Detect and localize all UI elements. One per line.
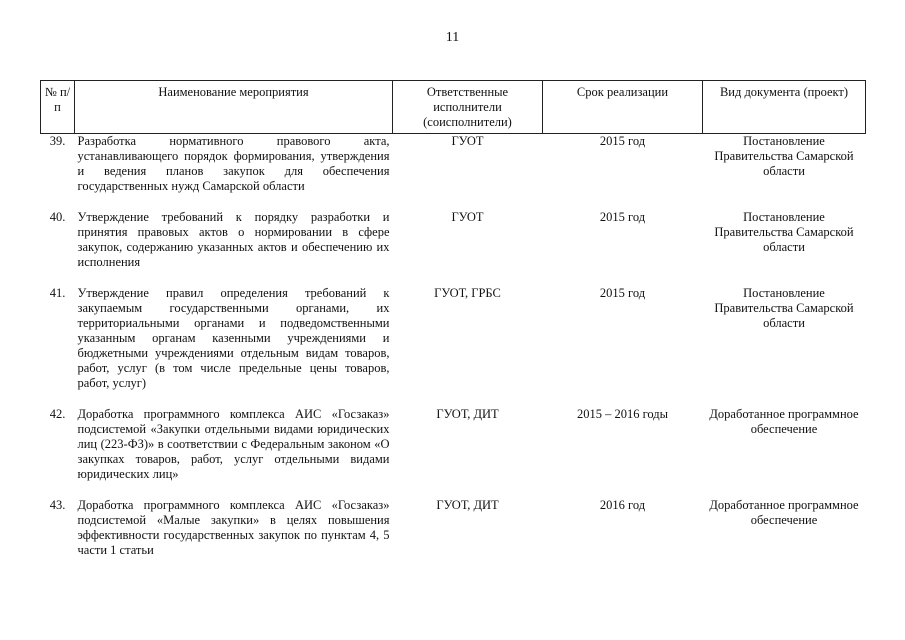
header-name: Наименование мероприятия bbox=[75, 81, 393, 134]
table-row bbox=[41, 407, 866, 498]
table-header-row bbox=[41, 81, 866, 134]
row-number: 42. bbox=[49, 407, 66, 421]
activity-term: 2015 – 2016 годы bbox=[576, 407, 669, 421]
activity-term: 2015 год bbox=[599, 210, 646, 224]
activity-executors: ГУОТ bbox=[451, 134, 484, 148]
activity-name: Утверждение требований к порядку разработки и принятия правовых актов о нормировании в сфере закупок, содержанию указанных актов и обеспечению их исполнения bbox=[77, 210, 390, 269]
activity-executors: ГУОТ, ДИТ bbox=[436, 407, 499, 421]
activity-executors: ГУОТ, ДИТ bbox=[436, 498, 499, 512]
table-row bbox=[41, 498, 866, 558]
header-executors: Ответственные исполнители (соисполнители) bbox=[393, 81, 543, 134]
table-row bbox=[41, 286, 866, 407]
activity-term: 2016 год bbox=[599, 498, 646, 512]
header-term: Срок реализации bbox=[543, 81, 703, 134]
activity-executors: ГУОТ, ГРБС bbox=[434, 286, 501, 300]
activity-executors: ГУОТ bbox=[451, 210, 484, 224]
page-number: 11 bbox=[445, 30, 460, 45]
activity-name: Разработка нормативного правового акта, устанавливающего порядок формирования, утверждения и ведения планов закупок для обеспечения государственных нужд Самарской области bbox=[77, 134, 390, 193]
activity-document: Постановление Правительства Самарской области bbox=[714, 134, 854, 178]
activity-name: Доработка программного комплекса АИС «Госзаказ» подсистемой «Закупки отдельными видами юридических лиц (223-ФЗ)» в соответствии с Федеральным законом «О закупках товаров, работ, услуг отдельными видами юридических лиц» bbox=[77, 407, 390, 481]
row-number: 43. bbox=[49, 498, 66, 512]
activities-table bbox=[40, 80, 866, 558]
activity-name: Доработка программного комплекса АИС «Госзаказ» подсистемой «Малые закупки» в целях повышения эффективности государственных закупок по пунктам 4, 5 части 1 статьи bbox=[77, 498, 390, 557]
activity-document: Постановление Правительства Самарской области bbox=[714, 286, 854, 330]
activity-term: 2015 год bbox=[599, 134, 646, 148]
table-row bbox=[41, 210, 866, 286]
activity-term: 2015 год bbox=[599, 286, 646, 300]
row-number: 40. bbox=[49, 210, 66, 224]
activity-document: Доработанное программное обеспечение bbox=[709, 498, 859, 527]
activity-document: Постановление Правительства Самарской области bbox=[714, 210, 854, 254]
activity-document: Доработанное программное обеспечение bbox=[709, 407, 859, 436]
header-num: № п/п bbox=[41, 81, 75, 134]
table-row bbox=[41, 134, 866, 211]
header-doc: Вид документа (проект) bbox=[703, 81, 866, 134]
activity-name: Утверждение правил определения требований к закупаемым государственными органами, их территориальными органами и подведомственными указанным органам казенными учреждениями и бюджетными учреждениями отдельным видам товаров, работ, услуг (в том числе предельные цены товаров, работ, услуг) bbox=[77, 286, 390, 390]
row-number: 41. bbox=[49, 286, 66, 300]
row-number: 39. bbox=[49, 134, 66, 148]
